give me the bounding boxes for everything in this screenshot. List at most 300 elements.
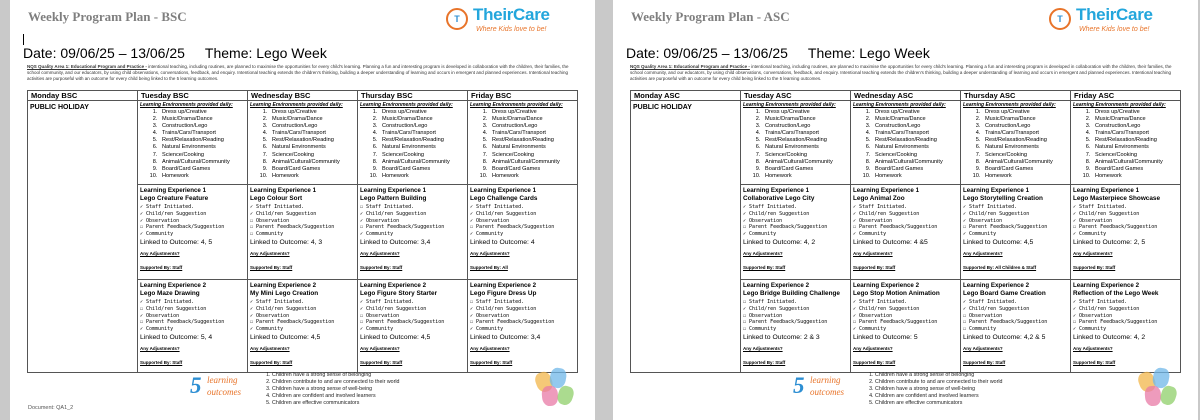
le-heading: Learning Experience 2 (140, 282, 207, 289)
env-cell (851, 101, 961, 185)
le-heading: Learning Experience 2 (360, 282, 427, 289)
le-check-item[interactable]: ✓ Child/ren Suggestion (360, 305, 427, 312)
le-check-item[interactable]: ☐ Parent Feedback/Suggestion (360, 319, 445, 326)
env-item: 10. Homework (872, 173, 958, 180)
le-check-item[interactable]: ✓ Community (360, 326, 394, 333)
env-item: 7. Science/Cooking (159, 152, 245, 159)
le-check-item[interactable]: ✓ Child/ren Suggestion (963, 305, 1030, 312)
env-item: 2. Music/Drama/Dance (489, 116, 575, 123)
le-check-item[interactable]: ✓ Child/ren Suggestion (743, 305, 810, 312)
le-check-item[interactable]: ✓ Child/ren Suggestion (250, 305, 317, 312)
env-list (963, 109, 1068, 180)
le-check-item[interactable]: ✓ Child/ren Suggestion (470, 305, 537, 312)
adjustments-label: Any Adjustments? (1073, 345, 1113, 351)
le1-cell (1071, 185, 1181, 280)
env-item: 2. Music/Drama/Dance (159, 116, 245, 123)
page-title: Weekly Program Plan - BSC (28, 9, 187, 24)
le-heading: Learning Experience 1 (963, 187, 1030, 194)
le-check-item[interactable]: ✓ Observation (140, 312, 180, 319)
le-title: Lego Figure Dress Up (470, 290, 537, 297)
public-holiday-label: PUBLIC HOLIDAY (30, 104, 89, 111)
env-item: 10. Homework (489, 173, 575, 180)
env-item: 8. Animal/Cultural/Community (872, 159, 958, 166)
env-item: 3. Construction/Lego (872, 123, 958, 130)
env-item: 6. Natural Environments (762, 144, 848, 151)
env-item: 4. Trains/Cars/Transport (269, 130, 355, 137)
le-check-item[interactable]: ✓ Staff Initiated. (250, 204, 305, 210)
le-check-item[interactable]: ✓ Observation (470, 312, 510, 319)
le-outcome: Linked to Outcome: 4, 5 (140, 238, 213, 246)
env-item: 8. Animal/Cultural/Community (269, 159, 355, 166)
env-header: Learning Environments provided daily: (743, 102, 836, 108)
env-item: 8. Animal/Cultural/Community (1092, 159, 1178, 166)
le-check-item[interactable]: ☐ Parent Feedback/Suggestion (360, 224, 445, 231)
le-check-item[interactable]: ☐ Parent Feedback/Suggestion (853, 319, 938, 326)
le-check-item[interactable]: ☐ Staff Initiated. (360, 204, 415, 210)
env-item: 8. Animal/Cultural/Community (379, 159, 465, 166)
supported-by: Supported By: Staff (360, 359, 403, 365)
le-check-item[interactable]: ✓ Community (250, 326, 284, 333)
env-item: 3. Construction/Lego (1092, 123, 1178, 130)
monday-cell (631, 101, 741, 373)
adjustments-label: Any Adjustments? (360, 250, 400, 256)
env-item: 1. Dress up/Creative (159, 109, 245, 116)
le-check-item[interactable]: ☐ Observation (963, 312, 1003, 319)
logo-badge-icon: T (1049, 8, 1071, 30)
nqs-label: NQS Quality Area 1: Educational Program and Practice - (27, 64, 147, 69)
env-item: 6. Natural Environments (872, 144, 958, 151)
env-item: 5. Rest/Relaxation/Reading (872, 137, 958, 144)
nqs-paragraph (630, 64, 1180, 89)
le-check-item[interactable]: ☐ Parent Feedback/Suggestion (853, 224, 938, 231)
env-header: Learning Environments provided daily: (470, 102, 563, 108)
env-item: 5. Rest/Relaxation/Reading (762, 137, 848, 144)
le2-cell (1071, 280, 1181, 373)
env-item: 1. Dress up/Creative (1092, 109, 1178, 116)
supported-by: Supported By: Staff (853, 264, 896, 270)
env-item: 1. Dress up/Creative (982, 109, 1068, 116)
le-check-item[interactable]: ✓ Child/ren Suggestion (250, 210, 317, 217)
env-header: Learning Environments provided daily: (853, 102, 946, 108)
supported-by: Supported By: Staff (140, 359, 183, 365)
le-check-item[interactable]: ✓ Child/ren Suggestion (470, 210, 537, 217)
day-header: Friday BSC (468, 91, 578, 101)
le-checklist (743, 204, 848, 238)
le-check-item[interactable]: ✓ Community (743, 231, 777, 238)
le-check-item[interactable]: ☐ Observation (743, 312, 783, 319)
le-check-item[interactable]: ✓ Child/ren Suggestion (360, 210, 427, 217)
le-check-item[interactable]: ☐ Parent Feedback/Suggestion (140, 319, 225, 326)
le1-cell (468, 185, 578, 280)
env-list (140, 109, 245, 180)
env-list (360, 109, 465, 180)
env-item: 10. Homework (269, 173, 355, 180)
le-check-item[interactable]: ☐ Parent Feedback/Suggestion (963, 224, 1048, 231)
day-header-row (631, 91, 1181, 101)
text-cursor (23, 34, 24, 45)
le-heading: Learning Experience 1 (470, 187, 537, 194)
le-outcome: Linked to Outcome: 5 (853, 333, 918, 341)
adjustments-label: Any Adjustments? (140, 345, 180, 351)
le-check-item[interactable]: ✓ Community (470, 326, 504, 333)
le-checklist (853, 299, 958, 333)
le-check-item[interactable]: ☐ Observation (250, 217, 290, 224)
le1-cell (851, 185, 961, 280)
outcome-item: 1. Children have a strong sense of belonging (875, 372, 1115, 379)
program-sheet (10, 0, 595, 420)
env-list (250, 109, 355, 180)
le-heading: Learning Experience 2 (743, 282, 810, 289)
monday-cell (28, 101, 138, 373)
env-item: 7. Science/Cooking (872, 152, 958, 159)
le-check-item[interactable]: ✓ Observation (853, 312, 893, 319)
day-header: Tuesday ASC (741, 91, 851, 101)
outcome-item: 3. Children have a strong sense of well-being (875, 386, 1115, 393)
env-item: 9. Board/Card Games (1092, 166, 1178, 173)
outcome-item: 1. Children have a strong sense of belonging (272, 372, 512, 379)
le-check-item[interactable]: ✓ Staff Initiated. (140, 299, 195, 305)
adjustments-label: Any Adjustments? (853, 345, 893, 351)
env-item: 4. Trains/Cars/Transport (379, 130, 465, 137)
le-checklist (250, 299, 355, 333)
theircare-logo (1049, 6, 1189, 40)
le2-cell (741, 280, 851, 373)
le-check-item[interactable]: ✓ Staff Initiated. (743, 204, 798, 210)
logo-tagline: Where Kids love to be! (476, 26, 547, 33)
le-check-item[interactable]: ✓ Community (853, 326, 887, 333)
le-title: Lego Bridge Building Challenge (743, 290, 840, 297)
le-checklist (1073, 299, 1178, 333)
le-checklist (743, 299, 848, 333)
theircare-logo (446, 6, 586, 40)
le-checklist (250, 204, 355, 238)
le-check-item[interactable]: ✓ Community (963, 231, 997, 238)
le-check-item[interactable]: ✓ Community (1073, 231, 1107, 238)
env-item: 7. Science/Cooking (379, 152, 465, 159)
adjustments-label: Any Adjustments? (470, 250, 510, 256)
document-number: Document: QA1_2 (28, 405, 74, 411)
le-check-item[interactable]: ✓ Community (853, 231, 887, 238)
le-check-item[interactable]: ☐ Observation (360, 312, 400, 319)
env-item: 10. Homework (982, 173, 1068, 180)
le-heading: Learning Experience 1 (360, 187, 427, 194)
le-title: My Mini Lego Creation (250, 290, 319, 297)
le-check-item[interactable]: ☐ Parent Feedback/Suggestion (963, 319, 1048, 326)
five-word-outcomes: outcomes (207, 387, 241, 397)
logo-wordmark: TheirCare (1076, 5, 1153, 24)
env-item: 9. Board/Card Games (269, 166, 355, 173)
page-title: Weekly Program Plan - ASC (631, 9, 790, 24)
le-check-item[interactable]: ☐ Parent Feedback/Suggestion (470, 224, 555, 231)
theme-label: Theme: Lego Week (204, 45, 327, 61)
le-check-item[interactable]: ✓ Child/ren Suggestion (140, 210, 207, 217)
le-check-item[interactable]: ✓ Observation (140, 217, 180, 224)
env-item: 2. Music/Drama/Dance (872, 116, 958, 123)
le-check-item[interactable]: ☐ Parent Feedback/Suggestion (743, 319, 828, 326)
le-checklist (360, 204, 465, 238)
adjustments-label: Any Adjustments? (470, 345, 510, 351)
le-check-item[interactable]: ✓ Child/ren Suggestion (853, 305, 920, 312)
env-item: 10. Homework (379, 173, 465, 180)
logo-badge-icon: T (446, 8, 468, 30)
date-range: Date: 09/06/25 – 13/06/25 (626, 45, 788, 61)
env-item: 3. Construction/Lego (982, 123, 1068, 130)
le-check-item[interactable]: ✓ Community (470, 231, 504, 238)
env-item: 4. Trains/Cars/Transport (872, 130, 958, 137)
le-heading: Learning Experience 2 (853, 282, 920, 289)
env-item: 5. Rest/Relaxation/Reading (379, 137, 465, 144)
le-check-item[interactable]: ✓ Observation (1073, 217, 1113, 224)
le-check-item[interactable]: ☐ Parent Feedback/Suggestion (250, 224, 335, 231)
supported-by: Supported By: Staff (743, 264, 786, 270)
adjustments-label: Any Adjustments? (360, 345, 400, 351)
adjustments-label: Any Adjustments? (963, 345, 1003, 351)
supported-by: Supported By: Staff (140, 264, 183, 270)
env-item: 4. Trains/Cars/Transport (159, 130, 245, 137)
le-title: Lego Masterpiece Showcase (1073, 195, 1161, 202)
le-checklist (470, 204, 575, 238)
supported-by: Supported By: Staff (470, 359, 513, 365)
env-item: 6. Natural Environments (159, 144, 245, 151)
env-item: 1. Dress up/Creative (379, 109, 465, 116)
nqs-label: NQS Quality Area 1: Educational Program and Practice - (630, 64, 750, 69)
le-check-item[interactable]: ☐ Community (963, 326, 997, 333)
env-item: 7. Science/Cooking (1092, 152, 1178, 159)
le-check-item[interactable]: ☐ Parent Feedback/Suggestion (140, 224, 225, 231)
env-list (470, 109, 575, 180)
outcome-item: 5. Children are effective communicators (875, 400, 1115, 407)
five-learning-outcomes-logo (190, 373, 250, 403)
adjustments-label: Any Adjustments? (963, 250, 1003, 256)
le-check-item[interactable]: ✓ Observation (360, 217, 400, 224)
le1-cell (741, 185, 851, 280)
le-check-item[interactable]: ☐ Parent Feedback/Suggestion (1073, 319, 1158, 326)
handprints-image (1135, 366, 1181, 412)
env-item: 8. Animal/Cultural/Community (982, 159, 1068, 166)
le2-cell (851, 280, 961, 373)
le-check-item[interactable]: ☐ Parent Feedback/Suggestion (470, 319, 555, 326)
le-check-item[interactable]: ✓ Staff Initiated. (1073, 299, 1128, 305)
le-check-item[interactable]: ✓ Child/ren Suggestion (743, 210, 810, 217)
env-list (743, 109, 848, 180)
le-heading: Learning Experience 2 (1073, 282, 1140, 289)
le-check-item[interactable]: ☐ Community (743, 326, 777, 333)
le-check-item[interactable]: ✓ Child/ren Suggestion (1073, 305, 1140, 312)
env-item: 5. Rest/Relaxation/Reading (159, 137, 245, 144)
supported-by: Supported By: Staff (1073, 264, 1116, 270)
public-holiday-label: PUBLIC HOLIDAY (633, 104, 692, 111)
env-item: 2. Music/Drama/Dance (269, 116, 355, 123)
env-item: 5. Rest/Relaxation/Reading (982, 137, 1068, 144)
date-range: Date: 09/06/25 – 13/06/25 (23, 45, 185, 61)
le-check-item[interactable]: ☐ Staff Initiated. (470, 299, 525, 305)
env-cell (741, 101, 851, 185)
env-item: 2. Music/Drama/Dance (982, 116, 1068, 123)
le-check-item[interactable]: ☐ Child/ren Suggestion (140, 305, 207, 312)
le-heading: Learning Experience 1 (1073, 187, 1140, 194)
le-heading: Learning Experience 2 (250, 282, 317, 289)
le-outcome: Linked to Outcome: 4, 2 (1073, 333, 1146, 341)
le-check-item[interactable]: ✓ Staff Initiated. (963, 204, 1018, 210)
le-check-item[interactable]: ✓ Staff Initiated. (360, 299, 415, 305)
le-check-item[interactable]: ✓ Staff Initiated. (250, 299, 305, 305)
le-title: Lego Storytelling Creation (963, 195, 1043, 202)
le-check-item[interactable]: ✓ Observation (743, 217, 783, 224)
outcomes-list (260, 372, 512, 407)
supported-by: Supported By: All (470, 264, 508, 270)
le-check-item[interactable]: ✓ Community (1073, 326, 1107, 333)
le1-cell (248, 185, 358, 280)
five-word-outcomes: outcomes (810, 387, 844, 397)
logo-tagline: Where Kids love to be! (1079, 26, 1150, 33)
env-item: 7. Science/Cooking (269, 152, 355, 159)
env-item: 3. Construction/Lego (159, 123, 245, 130)
le-check-item[interactable]: ✓ Child/ren Suggestion (1073, 210, 1140, 217)
le-outcome: Linked to Outcome: 4 &5 (853, 238, 928, 246)
le-checklist (853, 204, 958, 238)
env-item: 9. Board/Card Games (489, 166, 575, 173)
adjustments-label: Any Adjustments? (140, 250, 180, 256)
le-title: Lego Animal Zoo (853, 195, 905, 202)
env-item: 2. Music/Drama/Dance (379, 116, 465, 123)
env-item: 3. Construction/Lego (489, 123, 575, 130)
supported-by: Supported By: Staff (250, 359, 293, 365)
day-header: Monday BSC (28, 91, 138, 101)
le-title: Lego Maze Drawing (140, 290, 200, 297)
le-check-item[interactable]: ✓ Staff Initiated. (853, 204, 908, 210)
env-item: 7. Science/Cooking (489, 152, 575, 159)
le-outcome: Linked to Outcome: 3,4 (360, 238, 431, 246)
le-checklist (1073, 204, 1178, 238)
adjustments-label: Any Adjustments? (1073, 250, 1113, 256)
env-item: 3. Construction/Lego (762, 123, 848, 130)
le1-cell (961, 185, 1071, 280)
env-item: 4. Trains/Cars/Transport (1092, 130, 1178, 137)
env-item: 8. Animal/Cultural/Community (489, 159, 575, 166)
env-item: 8. Animal/Cultural/Community (762, 159, 848, 166)
le-title: Lego Stop Motion Animation (853, 290, 940, 297)
supported-by: Supported By: All Children & Staff (963, 264, 1037, 270)
env-item: 9. Board/Card Games (762, 166, 848, 173)
le-check-item[interactable]: ✓ Staff Initiated. (140, 204, 195, 210)
le-title: Lego Creature Feature (140, 195, 209, 202)
le-heading: Learning Experience 1 (250, 187, 317, 194)
env-item: 1. Dress up/Creative (872, 109, 958, 116)
le-check-item[interactable]: ☐ Community (250, 231, 284, 238)
le-outcome: Linked to Outcome: 2, 5 (1073, 238, 1146, 246)
env-row (631, 101, 1181, 185)
env-item: 6. Natural Environments (379, 144, 465, 151)
le-outcome: Linked to Outcome: 4,5 (360, 333, 431, 341)
day-header: Friday ASC (1071, 91, 1181, 101)
le-heading: Learning Experience 1 (140, 187, 207, 194)
env-item: 6. Natural Environments (489, 144, 575, 151)
le-check-item[interactable]: ✓ Community (360, 231, 394, 238)
date-theme-line (23, 45, 327, 61)
le-check-item[interactable]: ✓ Observation (470, 217, 510, 224)
env-header: Learning Environments provided daily: (360, 102, 453, 108)
env-item: 3. Construction/Lego (379, 123, 465, 130)
le-outcome: Linked to Outcome: 5, 4 (140, 333, 213, 341)
nqs-text: intentional teaching, including routines, are planned to maximise the opportunities for every child's learning. Planning a fun and interesting program is developed in collaboration with the children, their families, the school community, and our educators, by using child observations, conversations, feedback, and enquiry. Intentional teaching extends the children's thinking, building a deeper understanding of learning and occurs in emergent and planned experiences. Intentional teaching activities are purposeful with an outcome for every child being linked to the 5 learning outcomes. (27, 64, 569, 81)
env-header: Learning Environments provided daily: (1073, 102, 1166, 108)
env-cell (248, 101, 358, 185)
date-theme-line (626, 45, 930, 61)
le-check-item[interactable]: ✓ Community (140, 326, 174, 333)
env-item: 2. Music/Drama/Dance (762, 116, 848, 123)
le-check-item[interactable]: ✓ Observation (853, 217, 893, 224)
le-check-item[interactable]: ☐ Parent Feedback/Suggestion (743, 224, 828, 231)
le-title: Lego Challenge Cards (470, 195, 538, 202)
logo-wordmark: TheirCare (473, 5, 550, 24)
adjustments-label: Any Adjustments? (250, 345, 290, 351)
adjustments-label: Any Adjustments? (853, 250, 893, 256)
le-check-item[interactable]: ✓ Staff Initiated. (963, 299, 1018, 305)
five-learning-outcomes-logo (793, 373, 853, 403)
le-checklist (140, 299, 245, 333)
env-item: 10. Homework (159, 173, 245, 180)
le-check-item[interactable]: ✓ Community (140, 231, 174, 238)
env-item: 4. Trains/Cars/Transport (489, 130, 575, 137)
env-cell (468, 101, 578, 185)
outcomes-list (863, 372, 1115, 407)
supported-by: Supported By: Staff (360, 264, 403, 270)
le-check-item[interactable]: ✓ Child/ren Suggestion (853, 210, 920, 217)
program-table (27, 90, 578, 373)
le-check-item[interactable]: ☐ Parent Feedback/Suggestion (250, 319, 335, 326)
env-cell (138, 101, 248, 185)
env-header: Learning Environments provided daily: (963, 102, 1056, 108)
le-outcome: Linked to Outcome: 4, 2 (743, 238, 816, 246)
day-header: Wednesday BSC (248, 91, 358, 101)
le-check-item[interactable]: ✓ Staff Initiated. (1073, 204, 1128, 210)
le-heading: Learning Experience 1 (743, 187, 810, 194)
outcome-item: 2. Children contribute to and are connected to their world (875, 379, 1115, 386)
le-check-item[interactable]: ☐ Parent Feedback/Suggestion (1073, 224, 1158, 231)
five-word-learning: learning (810, 375, 841, 385)
env-item: 1. Dress up/Creative (489, 109, 575, 116)
env-item: 1. Dress up/Creative (269, 109, 355, 116)
adjustments-label: Any Adjustments? (250, 250, 290, 256)
le-outcome: Linked to Outcome: 4,2 & 5 (963, 333, 1046, 341)
le-heading: Learning Experience 2 (963, 282, 1030, 289)
le-outcome: Linked to Outcome: 4 (470, 238, 535, 246)
le-outcome: Linked to Outcome: 4, 3 (250, 238, 323, 246)
env-item: 9. Board/Card Games (872, 166, 958, 173)
program-table (630, 90, 1181, 373)
supported-by: Supported By: Staff (963, 359, 1006, 365)
le-title: Reflection of the Lego Week (1073, 290, 1159, 297)
le2-cell (248, 280, 358, 373)
env-item: 6. Natural Environments (269, 144, 355, 151)
le-check-item[interactable]: ✓ Observation (250, 312, 290, 319)
day-header-row (28, 91, 578, 101)
le-checklist (963, 204, 1068, 238)
le-heading: Learning Experience 2 (470, 282, 537, 289)
env-row (28, 101, 578, 185)
le-check-item[interactable]: ✓ Child/ren Suggestion (963, 210, 1030, 217)
le-check-item[interactable]: ☐ Staff Initiated. (743, 299, 798, 305)
le-outcome: Linked to Outcome: 2 & 3 (743, 333, 820, 341)
le2-cell (138, 280, 248, 373)
le-check-item[interactable]: ✓ Observation (1073, 312, 1113, 319)
env-item: 5. Rest/Relaxation/Reading (489, 137, 575, 144)
le-heading: Learning Experience 1 (853, 187, 920, 194)
day-header: Thursday ASC (961, 91, 1071, 101)
le-check-item[interactable]: ✓ Staff Initiated. (853, 299, 908, 305)
le-check-item[interactable]: ✓ Observation (963, 217, 1003, 224)
le-check-item[interactable]: ✓ Staff Initiated. (470, 204, 525, 210)
